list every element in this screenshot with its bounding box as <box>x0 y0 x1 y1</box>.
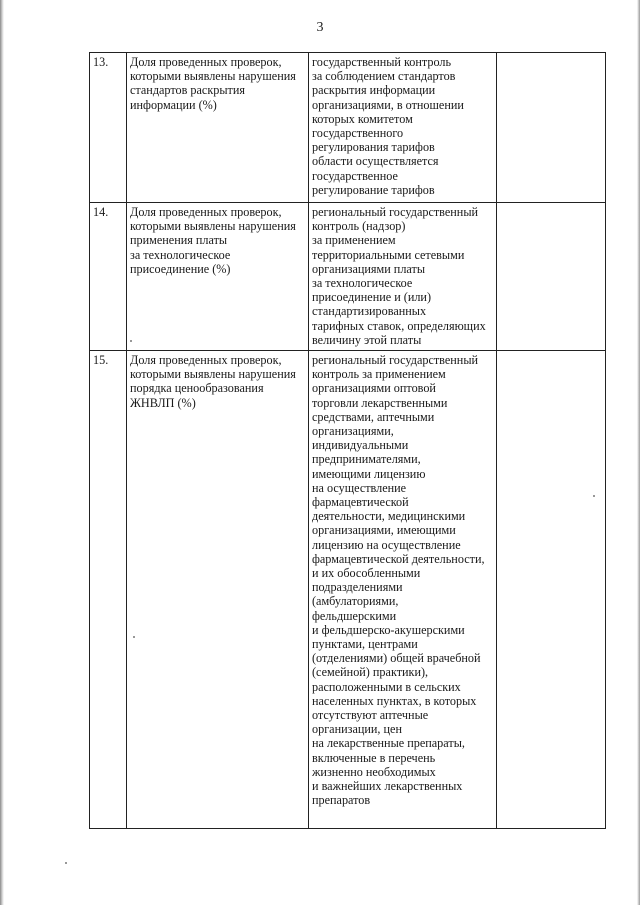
indicator-line: применения платы <box>130 233 228 248</box>
indicator-line: порядка ценообразования <box>130 381 264 396</box>
scan-speck <box>65 862 67 864</box>
control-line: лицензию на осуществление <box>312 537 461 552</box>
table-row <box>90 351 606 829</box>
value-cell <box>497 53 606 203</box>
control-line: территориальными сетевыми <box>312 247 465 262</box>
control-line: препаратов <box>312 793 371 808</box>
control-line: (амбулаториями, <box>312 594 399 609</box>
indicator-cell <box>127 203 309 351</box>
control-line: регулирование тарифов <box>312 182 435 197</box>
control-line: на лекарственные препараты, <box>312 736 465 751</box>
row-number: 15. <box>90 351 127 829</box>
control-line: фармацевтической <box>312 495 409 510</box>
control-line: области осуществляется <box>312 154 439 169</box>
control-line: присоединение и (или) <box>312 290 432 305</box>
control-line: величину этой платы <box>312 332 422 347</box>
control-line: региональный государственный <box>312 205 479 219</box>
indicator-cell <box>127 351 309 829</box>
indicators-table <box>89 52 606 829</box>
control-line: контроль за применением <box>312 367 446 382</box>
scan-speck <box>133 636 135 638</box>
control-line: государственного <box>312 126 404 141</box>
control-line: организациями, <box>312 424 394 439</box>
control-type-cell <box>309 351 497 829</box>
control-line: и фельдшерско-акушерскими <box>312 622 465 637</box>
control-line: и важнейших лекарственных <box>312 779 463 794</box>
control-line: регулирования тарифов <box>312 140 435 155</box>
control-line: пунктами, центрами <box>312 637 418 652</box>
indicator-line: присоединение (%) <box>130 261 231 276</box>
control-line: которых комитетом <box>312 111 413 126</box>
table-row <box>90 53 606 203</box>
indicator-line: информации (%) <box>130 97 217 112</box>
indicator-line: которыми выявлены нарушения <box>130 69 296 84</box>
indicator-line: Доля проведенных проверок, <box>130 353 282 367</box>
control-line: организации, цен <box>312 722 402 737</box>
control-line: раскрытия информации <box>312 83 436 98</box>
control-line: расположенными в сельских <box>312 679 461 694</box>
indicator-line: за технологическое <box>130 247 231 262</box>
control-line: отсутствуют аптечные <box>312 708 429 723</box>
control-line: жизненно необходимых <box>312 764 436 779</box>
table-row <box>90 203 606 351</box>
control-line: индивидуальными <box>312 438 409 453</box>
control-line: стандартизированных <box>312 304 427 319</box>
indicator-line: ЖНВЛП (%) <box>130 395 196 410</box>
row-number: 13. <box>90 53 127 203</box>
control-line: фармацевтической деятельности, <box>312 551 485 566</box>
control-line: и их обособленными <box>312 566 421 581</box>
value-cell <box>497 203 606 351</box>
scan-edge-left <box>0 0 4 905</box>
control-line: за технологическое <box>312 276 413 291</box>
control-line: за применением <box>312 233 396 248</box>
control-line: подразделениями <box>312 580 403 595</box>
control-line: государственное <box>312 168 398 183</box>
control-line: государственный контроль <box>312 55 452 69</box>
control-type-cell <box>309 53 497 203</box>
control-line: имеющими лицензию <box>312 466 426 481</box>
control-line: фельдшерскими <box>312 608 397 623</box>
control-line: торговли лекарственными <box>312 395 448 410</box>
control-line: средствами, аптечными <box>312 409 435 424</box>
page-number: 3 <box>316 20 324 35</box>
indicator-line: которыми выявлены нарушения <box>130 219 296 234</box>
control-line: тарифных ставок, определяющих <box>312 318 486 333</box>
control-line: организациями платы <box>312 261 426 276</box>
control-line: (семейной) практики), <box>312 665 429 680</box>
control-line: населенных пунктах, в которых <box>312 693 477 708</box>
indicator-cell <box>127 53 309 203</box>
indicator-line: стандартов раскрытия <box>130 83 245 98</box>
control-line: региональный государственный <box>312 353 479 367</box>
control-line: на осуществление <box>312 480 407 495</box>
control-line: организациями, в отношении <box>312 97 464 112</box>
control-line: организациями, имеющими <box>312 523 456 538</box>
control-line: организациями оптовой <box>312 381 436 396</box>
scan-speck <box>593 495 595 497</box>
control-line: контроль (надзор) <box>312 219 406 234</box>
control-line: (отделениями) общей врачебной <box>312 651 481 666</box>
control-line: деятельности, медицинскими <box>312 509 466 524</box>
value-cell <box>497 351 606 829</box>
indicator-line: которыми выявлены нарушения <box>130 367 296 382</box>
control-line: за соблюдением стандартов <box>312 69 456 84</box>
control-line: включенные в перечень <box>312 750 436 765</box>
scan-speck <box>130 340 132 342</box>
row-number: 14. <box>90 203 127 351</box>
indicator-line: Доля проведенных проверок, <box>130 55 282 69</box>
control-line: предпринимателями, <box>312 452 421 467</box>
indicator-line: Доля проведенных проверок, <box>130 205 282 219</box>
control-type-cell <box>309 203 497 351</box>
